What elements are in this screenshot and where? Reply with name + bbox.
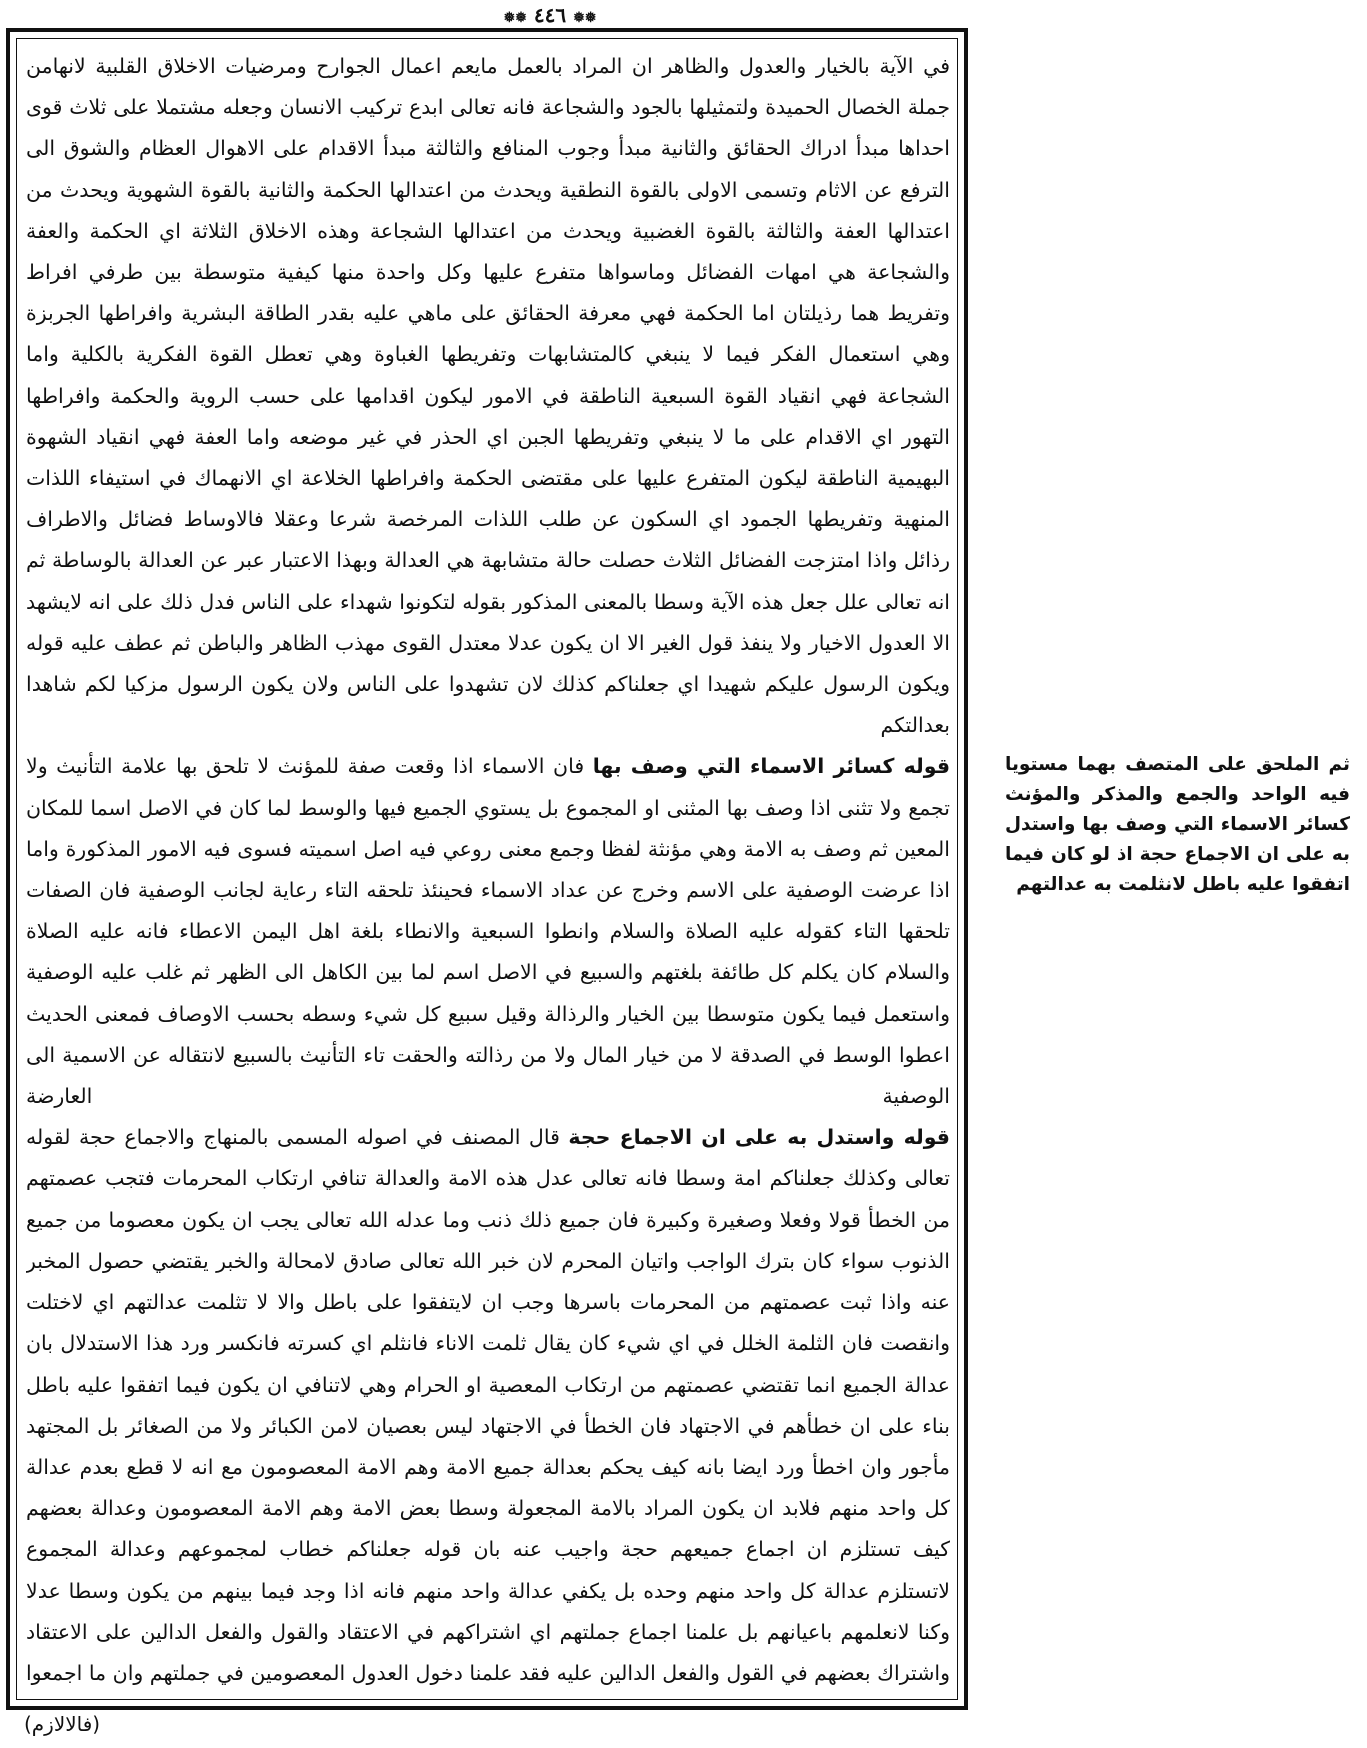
paragraph bbox=[26, 746, 950, 1117]
catchword: (فالالازم) bbox=[24, 1712, 101, 1736]
page-number: ٤٤٦ bbox=[533, 3, 567, 27]
paragraph: في الآية بالخيار والعدول والظاهر ان المراد بالعمل مايعم اعمال الجوارح ومرضيات الاخلاق القلبية لانهامن جملة الخصال الحميدة ولتمثيلها بالجود والشجاعة فانه تعالى ابدع تركيب الانسان وجعله مشتملا على ثلاث قوى احداها مبدأ ادراك الحقائق والثانية مبدأ وجوب المنافع والثالثة مبدأ الاقدام على الاهوال العظام والشوق الى الترفع عن الاثام وتسمى الاولى بالقوة النطقية ويحدث من اعتدالها الحكمة والثانية بالقوة الشهوية ويحدث من اعتدالها العفة والثالثة بالقوة الغضبية ويحدث من اعتدالها الشجاعة وهذه الاخلاق الثلاثة اي الحكمة والعفة والشجاعة هي امهات الفضائل وماسواها متفرع عليها وكل واحدة منها كيفية متوسطة بين طرفي افراط وتفريط هما رذيلتان اما الحكمة فهي معرفة الحقائق على ماهي عليه بقدر الطاقة البشرية وافراطها الجربزة وهي استعمال الفكر فيما لا ينبغي كالمتشابهات وتفريطها الغباوة وهي تعطل القوة الفكرية بالكلية واما الشجاعة فهي انقياد القوة السبعية الناطقة في الامور ليكون اقدامها على حسب الروية والحكمة وافراطها التهور اي الاقدام على ما لا ينبغي وتفريطها الجبن اي الحذر في غير موضعه واما العفة فهي انقياد الشهوة البهيمية الناطقة ليكون المتفرع عليها على مقتضى الحكمة وافراطها الخلاعة اي الانهماك في استيفاء اللذات المنهية وتفريطها الجمود اي السكون عن طلب اللذات المرخصة شرعا وعقلا فالاوساط فضائل والاطراف رذائل واذا امتزجت الفضائل الثلاث حصلت حالة متشابهة هي العدالة وبهذا الاعتبار عبر عن العدالة بالوساطة ثم انه تعالى علل جعل هذه الآية وسطا بالمعنى المذكور بقوله لتكونوا شهداء على الناس فدل ذلك على انه لايشهد الا العدول الاخيار ولا ينفذ قول الغير الا ان يكون عدلا معتدل القوى مهذب الظاهر والباطن ثم عطف عليه قوله ويكون الرسول عليكم شهيدا اي جعلناكم كذلك لان تشهدوا على الناس ولان يكون الرسول مزكيا لكم شاهدا بعدالتكم bbox=[26, 54, 950, 738]
page-number-header bbox=[480, 2, 620, 28]
commentary-marker: قوله واستدل به على ان الاجماع حجة bbox=[568, 1125, 950, 1150]
text-frame bbox=[6, 28, 968, 1710]
margin-note: ثم الملحق على المتصف بهما مستويا فيه الواحد والجمع والمذكر والمؤنث كسائر الاسماء التي وصف بها واستدل به على ان الاجماع حجة اذ لو كان فيما اتفقوا عليه باطل لانثلمت به عدالتهم bbox=[1005, 754, 1350, 895]
ornament-icon: ❅❅ bbox=[503, 10, 527, 26]
main-text-block bbox=[26, 46, 950, 1696]
paragraph-text: قال المصنف في اصوله المسمى بالمنهاج والاجماع حجة لقوله تعالى وكذلك جعلناكم امة وسطا فانه تعالى عدل هذه الامة والعدالة تنافي ارتكاب المحرمات فتجب عصمتهم من الخطأ قولا وفعلا وصغيرة وكبيرة فان جميع ذلك ذنب وما عدله الله تعالى يجب ان يكون معصوما من جميع الذنوب سواء كان بترك الواجب واتيان المحرم لان خبر الله تعالى صادق لامحالة والخبر يقتضي حصول المخبر عنه واذا ثبت عصمتهم من المحرمات باسرها وجب ان لايتفقوا على باطل والا لا تثلمت عدالتهم اي لاختلت وانقصت فان الثلمة الخلل في اي شيء كان يقال ثلمت الاناء فانثلم اي كسرته فانكسر ورد هذا الاستدلال بان عدالة الجميع انما تقتضي عصمتهم من ارتكاب المعصية او الحرام وهي لاتنافي ان يكون فيما اتفقوا عليه باطل بناء على ان خطأهم في الاجتهاد فان الخطأ في الاجتهاد ليس بعصيان لامن الكبائر ولا من الصغائر بل المجتهد مأجور وان اخطأ ورد ايضا بانه كيف يحكم بعدالة جميع الامة وهم الامة المعصومون مع انه لا قطع بعدم عدالة كل واحد منهم فلابد ان يكون المراد بالامة المجعولة وسطا بعض الامة وهم الامة المعصومون وعدالة بعضهم كيف تستلزم ان اجماع جميعهم حجة واجيب عنه بان قوله جعلناكم خطاب لمجموعهم وعدالة المجموع لاتستلزم عدالة كل واحد منهم وحده بل يكفي عدالة واحد منهم فانه اذا وجد فيما بينهم من يكون وسطا عدلا وكنا لانعلمهم باعيانهم بل علمنا اجماع جملتهم اي اشتراكهم في الاعتقاد والقول والفعل الدالين على الاعتقاد واشتراك بعضهم في القول والفعل الدالين عليه فقد علمنا دخول العدول المعصومين في جملتهم وان ما اجمعوا bbox=[26, 1125, 950, 1685]
ornament-icon: ❅❅ bbox=[573, 10, 597, 26]
commentary-marker: قوله كسائر الاسماء التي وصف بها bbox=[592, 754, 950, 779]
paragraph bbox=[26, 1117, 950, 1696]
paragraph-text: فان الاسماء اذا وقعت صفة للمؤنث لا تلحق بها علامة التأنيث ولا تجمع ولا تثنى اذا وصف بها المثنى او المجموع بل يستوي الجميع فيها والوسط لما كان في الاصل اسما للمكان المعين ثم وصف به الامة وهي مؤنثة لفظا وجمع معنى روعي فيه اصل اسميته فسوى فيه الامور المذكورة واما اذا عرضت الوصفية على الاسم وخرج عن عداد الاسماء فحينئذ تلحقه التاء رعاية لجانب الوصفية فان الصفات تلحقها التاء كقوله عليه الصلاة والسلام وانطوا السبعية والانطاء بلغة اهل اليمن الاعطاء فانه عليه الصلاة والسلام كان يكلم كل طائفة بلغتهم والسبيع في الاصل اسم لما بين الكاهل الى الظهر ثم غلب عليه الوصفية واستعمل فيما يكون متوسطا بين الخيار والرذالة وقيل سبيع كل شيء وسطه بحسب الاوصاف فمعنى الحديث اعطوا الوسط في الصدقة لا من خيار المال ولا من رذالته والحقت تاء التأنيث بالسبيع لانتقاله عن الاسمية الى الوصفية العارضة bbox=[26, 754, 950, 1109]
